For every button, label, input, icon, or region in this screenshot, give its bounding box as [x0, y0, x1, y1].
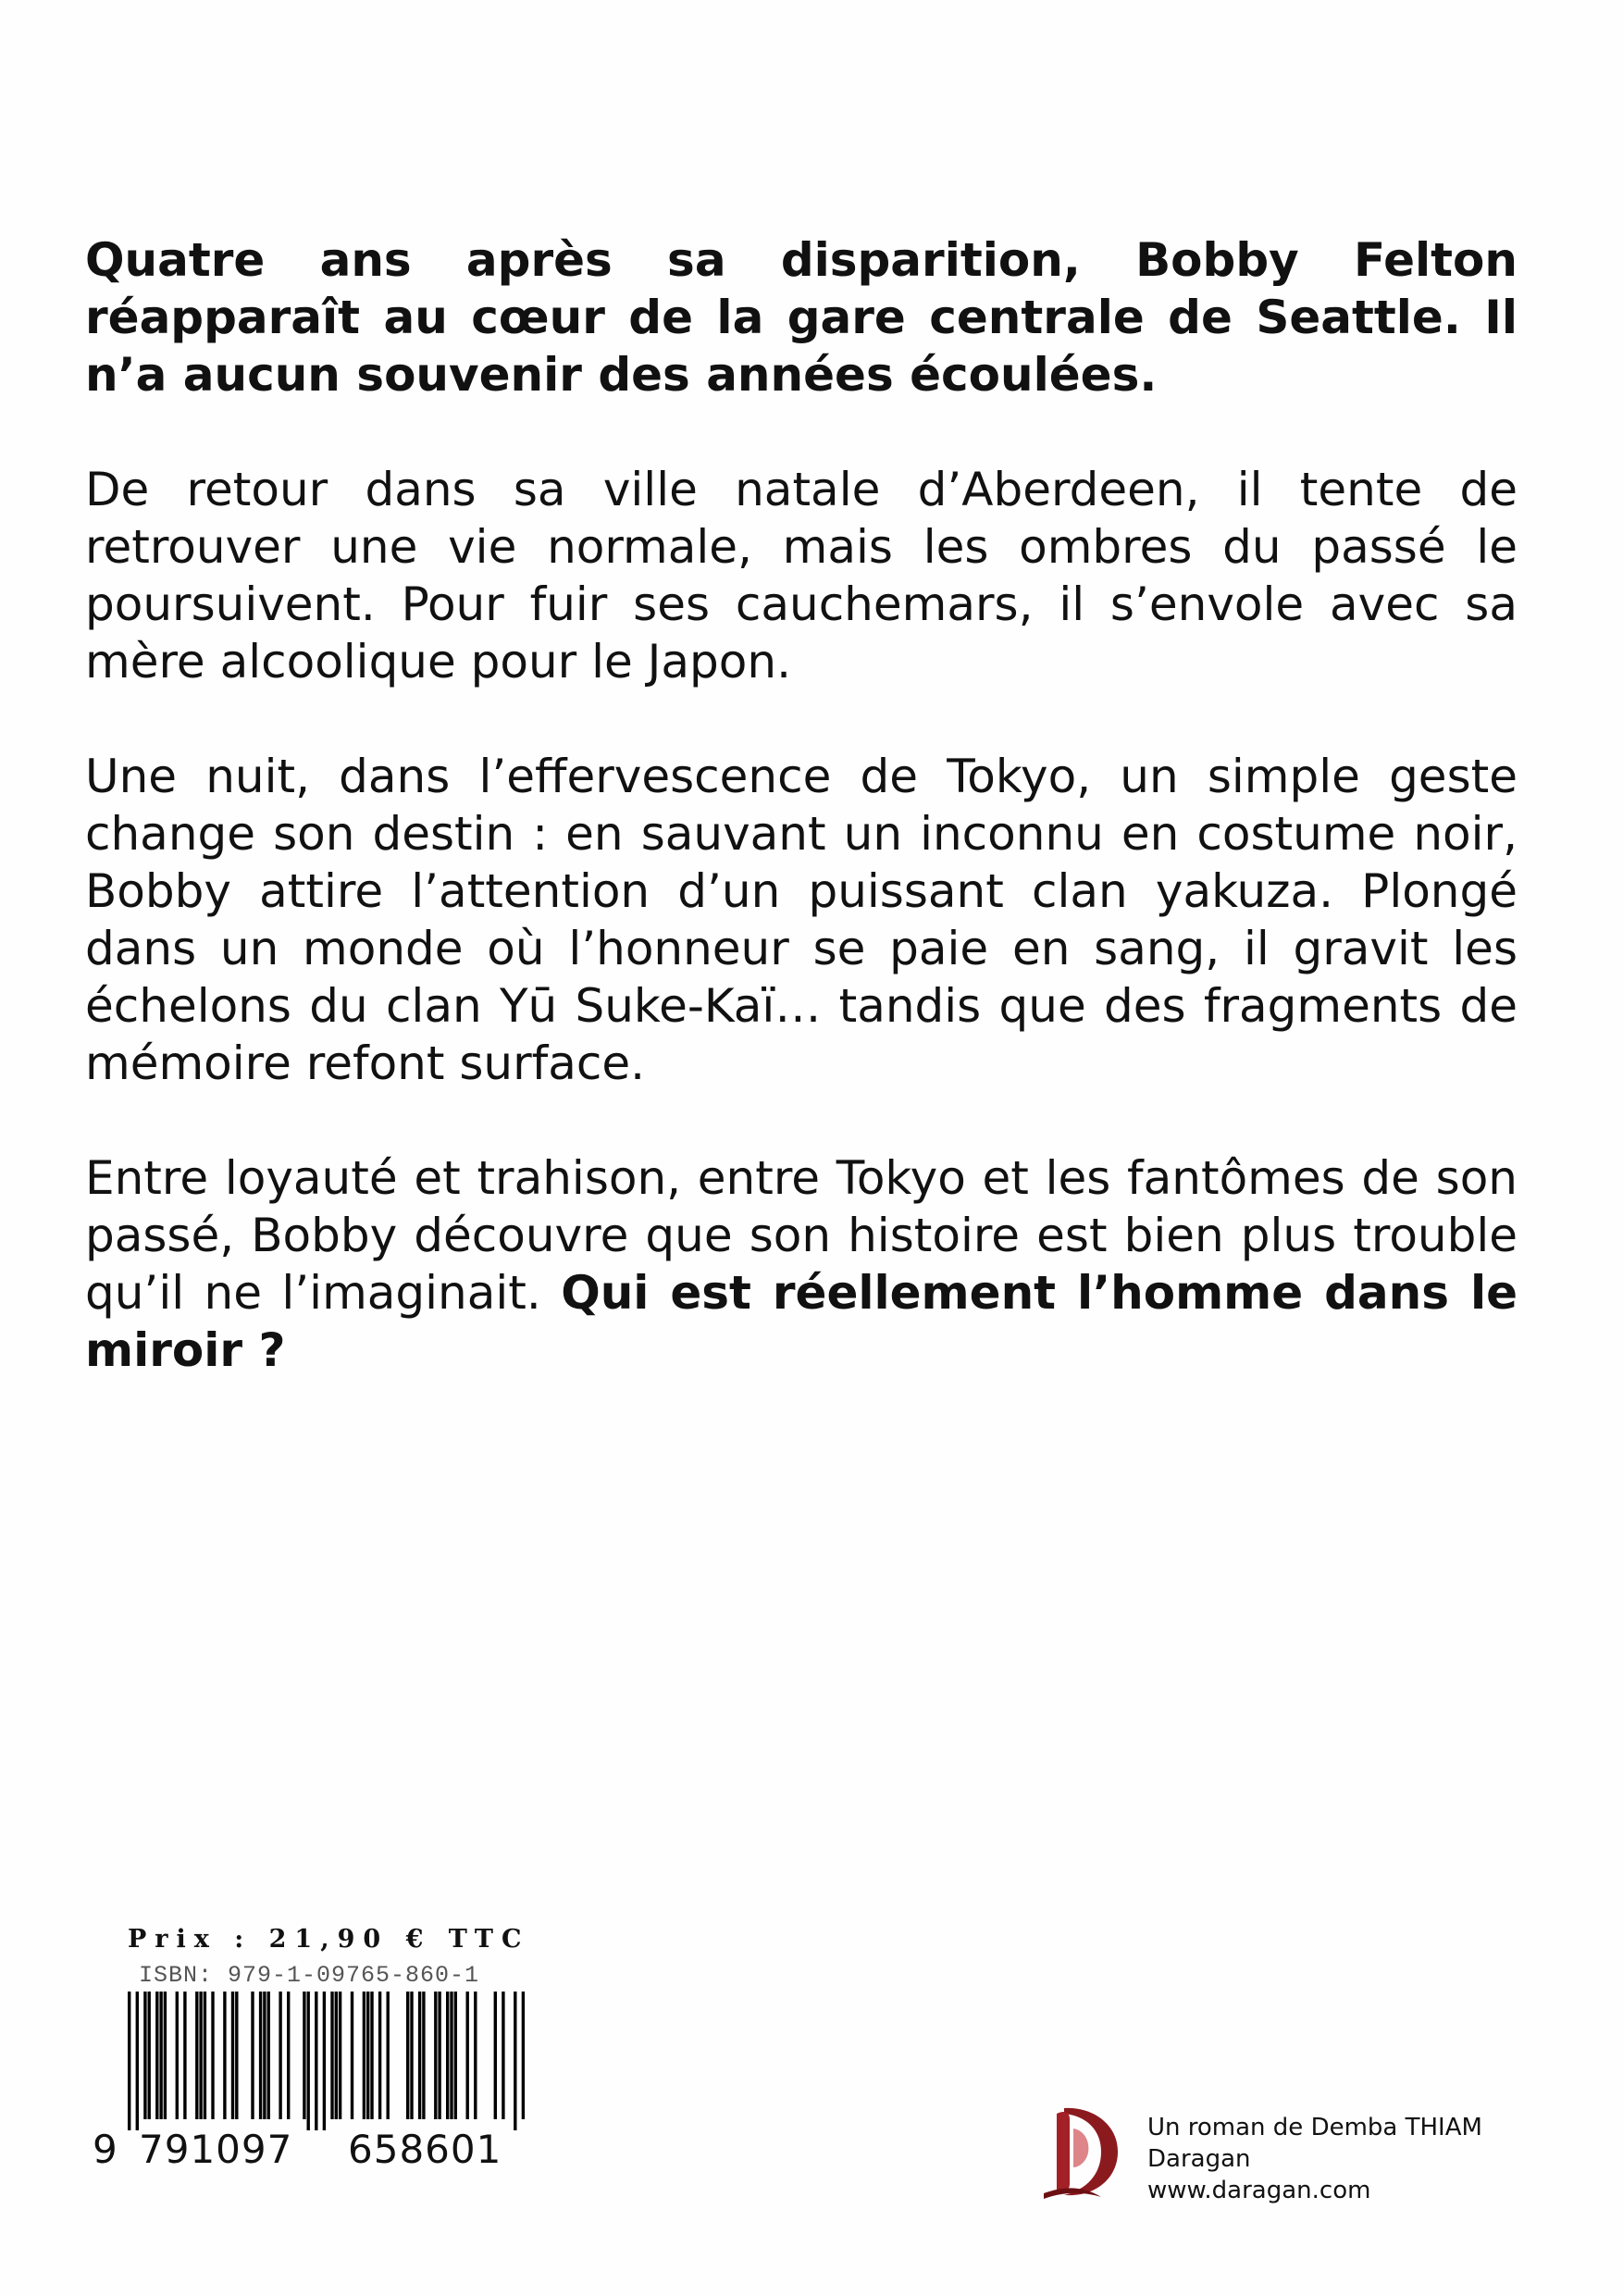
- isbn-label: ISBN: 979-1-09765-860-1: [139, 1962, 480, 1989]
- blurb-closing-question: Qui est réellement l’homme dans le miroir ?: [85, 1266, 1518, 1377]
- publisher-info: [1147, 2112, 1482, 2206]
- barcode-block: [93, 1916, 537, 2184]
- blurb-paragraph-4: [85, 1149, 1518, 1379]
- back-cover-blurb: [85, 231, 1518, 1436]
- barcode-digits-right: 658601: [348, 2127, 502, 2172]
- publisher-block: [1036, 2101, 1518, 2221]
- publisher-website: www.daragan.com: [1147, 2177, 1371, 2204]
- author-line: Un roman de Demba THIAM: [1147, 2114, 1482, 2141]
- blurb-paragraph-3: Une nuit, dans l’effervescence de Tokyo, un simple geste change son destin : en sauvant un inconnu en costume noir, Bobby attire l’attention d’un puissant clan yakuza. Plongé dans un monde où l’honneur se paie en sang, il gravit les échelons du clan Yū Suke-Kaï… tandis que des fragments de mémoire refont surface.: [85, 750, 1518, 1090]
- price-label: Prix : 21,90 € TTC: [128, 1925, 530, 1954]
- barcode-icon: [124, 1992, 531, 2130]
- publisher-name: Daragan: [1147, 2145, 1251, 2173]
- blurb-lead: Quatre ans après sa disparition, Bobby Felton réapparaît au cœur de la gare centrale de Seattle. Il n’a aucun souvenir des années écoulées.: [85, 233, 1518, 402]
- blurb-paragraph-2: De retour dans sa ville natale d’Aberdeen, il tente de retrouver une vie normale, mais les ombres du passé le poursuivent. Pour fuir ses cauchemars, il s’envole avec sa mère alcoolique pour le Japon.: [85, 463, 1518, 689]
- barcode-digits-left: 791097: [139, 2127, 293, 2172]
- blurb-paragraph-4-text: Entre loyauté et trahison, entre Tokyo et les fantômes de son passé, Bobby découvre que son histoire est bien plus trouble qu’il ne l’imaginait.: [85, 1151, 1518, 1320]
- publisher-logo-icon: [1036, 2101, 1129, 2203]
- barcode-digit-first: 9: [93, 2127, 118, 2172]
